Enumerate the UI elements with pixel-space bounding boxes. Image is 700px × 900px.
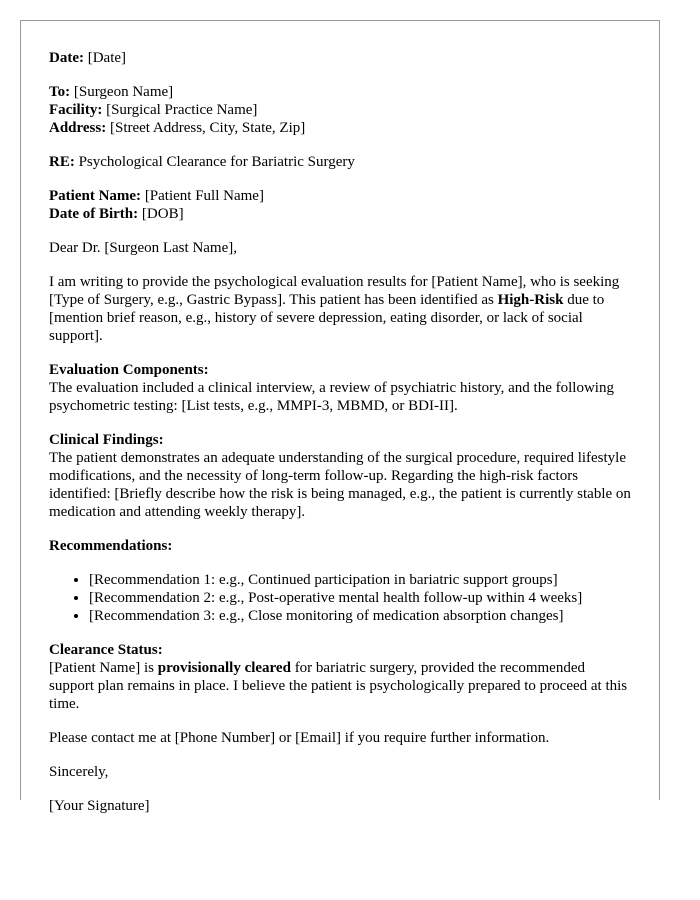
clearance-section <box>49 641 631 713</box>
findings-section <box>49 431 631 521</box>
facility-value: [Surgical Practice Name] <box>102 102 258 118</box>
salutation: Dear Dr. [Surgeon Last Name], <box>49 240 237 256</box>
closing: Sincerely, <box>49 764 109 780</box>
re-label: RE: <box>49 154 75 170</box>
risk-emphasis: High-Risk <box>497 292 564 308</box>
address-value: [Street Address, City, State, Zip] <box>106 120 306 136</box>
findings-heading: Clinical Findings: <box>49 432 164 448</box>
patient-block <box>49 187 631 223</box>
contact-paragraph: Please contact me at [Phone Number] or [Email] if you require further information. <box>49 730 550 746</box>
intro-text-before: I am writing to provide the psychological evaluation results for [Patient Name], who is seeking [Type of Surgery, e.g., Gastric Bypass]. This patient has been identified as <box>49 274 620 308</box>
clearance-emphasis: provisionally cleared <box>157 660 291 676</box>
list-item: • [Recommendation 2: e.g., Post-operative mental health follow-up within 4 weeks] <box>89 589 631 607</box>
list-item: • [Recommendation 3: e.g., Close monitoring of medication absorption changes] <box>89 607 631 625</box>
intro-text-after: due to [mention brief reason, e.g., history of severe depression, eating disorder, or lack of social support]. <box>49 292 605 344</box>
clearance-heading: Clearance Status: <box>49 642 163 658</box>
letter-page <box>20 20 660 814</box>
list-item: • [Recommendation 1: e.g., Continued participation in bariatric support groups] <box>89 571 631 589</box>
dob-value: [DOB] <box>138 206 184 222</box>
recipient-block <box>49 83 631 137</box>
intro-paragraph <box>49 273 631 345</box>
date-line <box>49 49 631 67</box>
date-value: [Date] <box>83 50 127 66</box>
recommendations-heading-text: Recommendations: <box>49 538 173 554</box>
findings-text: The patient demonstrates an adequate understanding of the surgical procedure, required lifestyle modifications, and the necessity of long-term follow-up. Regarding the high-risk factors identified: [Briefly describe how the risk is being managed, e.g., the patient is currently stable on medication and attending weekly therapy]. <box>49 450 631 520</box>
patient-name-label: Patient Name: <box>49 188 142 204</box>
subject-line <box>49 153 631 171</box>
recommendations-list <box>49 571 631 625</box>
signature: [Your Signature] <box>49 798 150 814</box>
address-label: Address: <box>49 120 107 136</box>
to-label: To: <box>49 84 71 100</box>
facility-label: Facility: <box>49 102 103 118</box>
recommendations-heading <box>49 537 631 555</box>
clearance-text-before: [Patient Name] is <box>49 660 158 676</box>
clearance-text-after: for bariatric surgery, provided the recommended support plan remains in place. I believe the patient is psychologically prepared to proceed at this time. <box>49 660 628 712</box>
date-label: Date: <box>49 50 84 66</box>
re-value: Psychological Clearance for Bariatric Surgery <box>74 154 355 170</box>
evaluation-text: The evaluation included a clinical interview, a review of psychiatric history, and the following psychometric testing: [List tests, e.g., MMPI-3, MBMD, or BDI-II]. <box>49 380 614 414</box>
dob-label: Date of Birth: <box>49 206 139 222</box>
evaluation-heading: Evaluation Components: <box>49 362 209 378</box>
to-value: [Surgeon Name] <box>70 84 174 100</box>
evaluation-section <box>49 361 631 415</box>
patient-name-value: [Patient Full Name] <box>141 188 264 204</box>
